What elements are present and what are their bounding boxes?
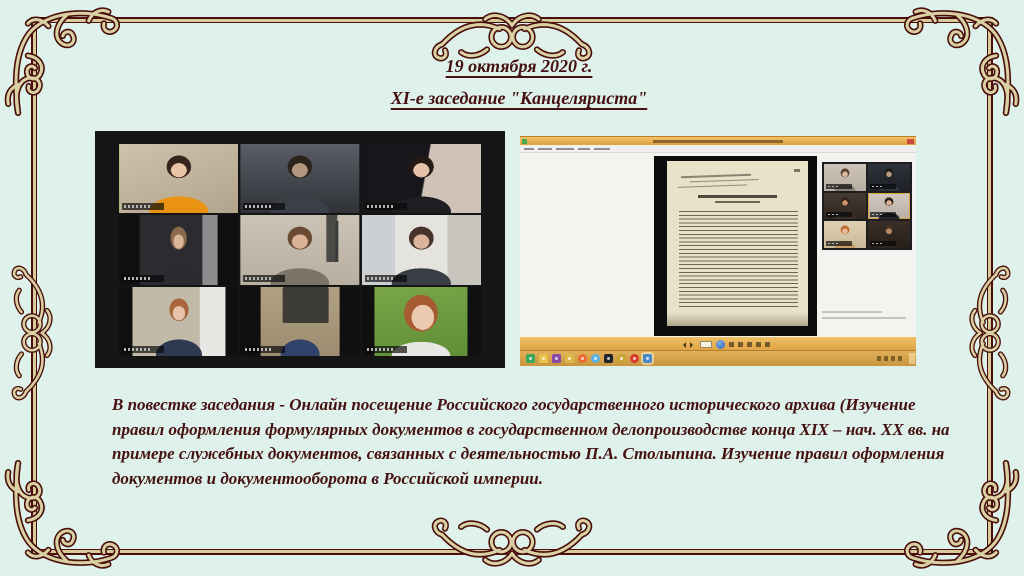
participant-tile-9 — [362, 287, 481, 356]
agenda-paragraph: В повестке заседания - Онлайн посещение Российского государственного исторического архива (Изучение правил оформления формулярных документов в государственном делопроизводстве конца XIX – нач. XX вв. на примере служебных документов, связанных с деятельностью П.А. Столыпина. Изучение правил оформления документов и документооборота в Российской империи. — [112, 395, 950, 488]
participant-name-label — [826, 212, 852, 217]
participant-name-label — [243, 346, 285, 353]
app-icon-red-circle — [630, 354, 639, 363]
participant-name-label — [122, 346, 164, 353]
participant-name-label — [365, 346, 407, 353]
windows-taskbar — [520, 350, 916, 366]
video-thumbnail-5 — [824, 221, 866, 248]
video-thumbnail-1 — [824, 164, 866, 191]
participant-tile-1-active-speaker — [119, 144, 238, 213]
app-icon — [522, 139, 527, 144]
video-thumbnail-3 — [824, 193, 866, 220]
rotate-left-icon — [747, 342, 752, 347]
page-curl-shadow — [667, 312, 808, 326]
participant-name-label — [122, 275, 164, 282]
viewer-toolbar — [520, 337, 916, 350]
participant-tile-3 — [362, 144, 481, 213]
title-date-line: 19 октября 2020 г. — [445, 56, 593, 76]
screen-share-screenshot — [520, 136, 916, 366]
participant-tile-5 — [240, 215, 359, 284]
participant-grid — [119, 144, 481, 356]
app-icon-purple — [552, 354, 561, 363]
document-heading — [698, 195, 777, 198]
participant-name-label — [826, 184, 852, 189]
participant-name-label — [365, 203, 407, 210]
photo-viewer-icon-active — [643, 354, 652, 363]
edge-ornament-top — [422, 12, 602, 62]
video-thumbnail-4-highlighted — [868, 193, 910, 220]
menu-bar — [520, 145, 916, 153]
menu-item — [524, 148, 534, 150]
file-explorer-icon — [539, 354, 548, 363]
participant-name-label — [243, 275, 285, 282]
participant-tile-4 — [119, 215, 238, 284]
page-number — [794, 169, 800, 172]
participant-name-label — [870, 184, 896, 189]
participant-tile-7 — [119, 287, 238, 356]
edge-ornament-bottom — [422, 517, 602, 567]
edge-ornament-right — [968, 258, 1012, 408]
participant-name-label — [870, 212, 896, 217]
browser-icon-orange — [578, 354, 587, 363]
video-thumbnail-2 — [868, 164, 910, 191]
show-desktop-button — [909, 353, 915, 364]
archival-document-photo — [654, 156, 817, 336]
participant-name-label — [826, 241, 852, 246]
participant-name-label — [122, 203, 164, 210]
system-tray — [877, 356, 902, 361]
document-page — [667, 161, 808, 326]
handwritten-annotation — [681, 174, 751, 178]
app-icon-blue-circle — [591, 354, 600, 363]
video-thumbnail-6 — [868, 221, 910, 248]
folder-icon — [617, 354, 626, 363]
pan-tool-icon — [765, 342, 770, 347]
rotate-right-icon — [756, 342, 761, 347]
window-title-text — [653, 140, 783, 143]
menu-item — [538, 148, 552, 150]
app-icon-amber — [565, 354, 574, 363]
corner-ornament-bottom-left — [2, 456, 120, 574]
participant-tile-8 — [240, 287, 359, 356]
menu-item — [556, 148, 574, 150]
title-session-line: XI-е заседание "Канцеляриста" — [390, 88, 648, 108]
zoom-in-icon — [738, 342, 743, 347]
view-mode-icon — [716, 340, 725, 349]
document-text-block — [679, 211, 798, 309]
participant-name-label — [243, 203, 285, 210]
start-icon — [526, 354, 535, 363]
participant-name-label — [870, 241, 896, 246]
menu-item — [594, 148, 610, 150]
slide-title — [0, 58, 1024, 122]
page-number-field — [700, 341, 712, 348]
edge-ornament-left — [10, 258, 54, 408]
video-thumbnail-panel — [822, 162, 912, 250]
toolbar-controls — [680, 340, 770, 349]
zoom-out-icon — [729, 342, 734, 347]
document-subheading — [715, 201, 760, 203]
participant-tile-6 — [362, 215, 481, 284]
viewer-content-area — [520, 153, 916, 337]
previous-page-icon — [680, 342, 686, 348]
participant-tile-2 — [240, 144, 359, 213]
app-icon-dark — [604, 354, 613, 363]
window-titlebar — [520, 136, 916, 145]
menu-item — [578, 148, 590, 150]
caption-text — [822, 311, 908, 323]
close-icon — [907, 139, 914, 144]
zoom-gallery-screenshot — [95, 131, 505, 368]
taskbar-app-icons — [526, 354, 652, 363]
participant-name-label — [365, 275, 407, 282]
next-page-icon — [690, 342, 696, 348]
